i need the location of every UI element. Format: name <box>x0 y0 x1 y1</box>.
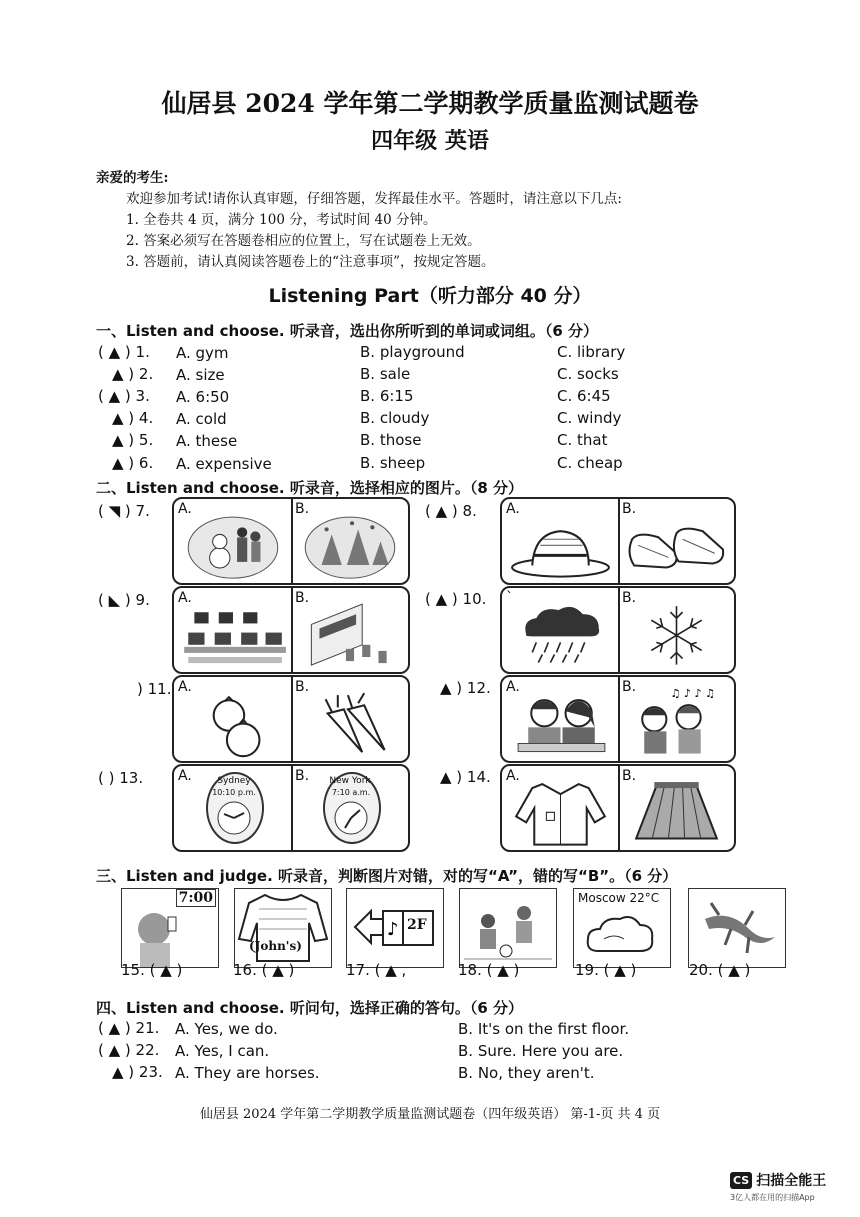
kids-drawing-icon <box>502 687 618 760</box>
part-title: Listening Part（听力部分 40 分） <box>268 285 592 307</box>
hat-icon <box>502 509 618 582</box>
carrots-icon <box>291 687 408 760</box>
option-b: B. It's on the first floor. <box>458 1020 630 1038</box>
judge-picture-text: Moscow 22°C <box>578 891 660 905</box>
judge-label: 19. ( ▲ ) <box>575 961 637 979</box>
notice-line: 3. 答题前，请认真阅读答题卷上的“注意事项”，按规定答题。 <box>126 254 495 270</box>
judge-picture <box>459 888 557 968</box>
picture-option-b <box>618 766 734 850</box>
lizard-icon <box>689 889 785 967</box>
question-mark: ( ▲ ) 1. <box>98 343 150 361</box>
weather-cloud-icon <box>574 889 670 967</box>
option-c: C. 6:45 <box>557 387 611 405</box>
option-a: A. these <box>176 432 238 450</box>
option-c: C. cheap <box>557 454 623 472</box>
clock-time: 7:10 a.m. <box>331 788 371 797</box>
picture-option-b <box>618 499 734 583</box>
option-b: B. playground <box>360 343 465 361</box>
judge-picture <box>346 888 444 968</box>
question-mark: ( ◥ ) 7. <box>98 502 150 520</box>
judge-label: 17. ( ▲ , <box>346 961 407 979</box>
judge-label: 20. ( ▲ ) <box>689 961 751 979</box>
scanner-watermark <box>730 1170 842 1203</box>
notice-greeting: 亲爱的考生: <box>96 170 169 186</box>
picture-choice-box <box>500 764 736 852</box>
question-mark: ( ) 13. <box>98 769 144 787</box>
question-mark: ▲ ) 6. <box>112 454 154 472</box>
clock-face-icon <box>214 800 254 836</box>
picture-option-a <box>502 677 620 761</box>
judge-picture-text: 7:00 <box>176 889 216 907</box>
section1-heading: 一、Listen and choose. 听录音，选出你所听到的单词或词组。（6 分） <box>96 322 598 340</box>
clock-city: New York <box>329 776 371 786</box>
question-mark: ▲ ) 14. <box>440 768 491 786</box>
clock-city: Sydney <box>217 776 251 786</box>
question-mark: ( ▲ ) 10. <box>425 590 487 608</box>
option-b: B. No, they aren't. <box>458 1064 595 1082</box>
question-mark: ▲ ) 23. <box>112 1063 163 1081</box>
question-mark: ▲ ) 4. <box>112 409 154 427</box>
option-b: B. Sure. Here you are. <box>458 1042 624 1060</box>
camscanner-logo-icon: CS <box>730 1172 752 1189</box>
option-b: B. cloudy <box>360 409 430 427</box>
section4-heading: 四、Listen and choose. 听问句，选择正确的答句。（6 分） <box>96 999 523 1017</box>
picture-option-a <box>174 499 293 583</box>
option-b: B. sale <box>360 365 411 383</box>
judge-picture <box>573 888 671 968</box>
section2-heading: 二、Listen and choose. 听录音，选择相应的图片。（8 分） <box>96 479 523 497</box>
option-label: B. <box>622 679 637 695</box>
judge-picture <box>121 888 219 968</box>
sweater-icon <box>235 889 331 967</box>
notice-line: 1. 全卷共 4 页，满分 100 分，考试时间 40 分钟。 <box>126 212 437 228</box>
judge-picture-text: (John's) <box>249 939 302 953</box>
option-label: ` <box>506 590 513 606</box>
svg-text:♪: ♪ <box>387 919 399 940</box>
option-label: B. <box>295 501 310 517</box>
watermark-tagline: 3亿人都在用的扫描App <box>730 1193 815 1202</box>
question-mark: ( ▲ ) 22. <box>98 1041 160 1059</box>
option-a: A. expensive <box>176 455 272 473</box>
svg-text:♫ ♪ ♪ ♫: ♫ ♪ ♪ ♫ <box>670 687 716 701</box>
question-mark: ) 11. <box>137 680 172 698</box>
option-a: A. gym <box>176 344 229 362</box>
judge-picture <box>234 888 332 968</box>
picture-option-b <box>618 677 734 761</box>
picture-option-b <box>291 588 408 672</box>
picture-option-a <box>174 677 293 761</box>
page-footer: 仙居县 2024 学年第二学期教学质量监测试题卷（四年级英语） 第-1-页 共 4 页 <box>199 1107 661 1122</box>
picture-choice-box <box>172 764 410 852</box>
clock-time: 10:10 p.m. <box>212 788 256 797</box>
picture-choice-box <box>500 497 736 585</box>
kids-football-icon <box>460 889 556 967</box>
option-c: C. socks <box>557 365 619 383</box>
snowflake-icon <box>618 598 734 671</box>
question-mark: ▲ ) 5. <box>112 431 154 449</box>
question-mark: ( ◣ ) 9. <box>98 591 150 609</box>
question-mark: ▲ ) 12. <box>440 679 491 697</box>
picture-option-b <box>291 766 408 850</box>
option-label: B. <box>295 768 310 784</box>
question-mark: ( ▲ ) 21. <box>98 1019 160 1037</box>
notice-line: 2. 答案必须写在答题卷相应的位置上，写在试题卷上无效。 <box>126 233 481 249</box>
option-label: A. <box>178 501 192 517</box>
clock-face-icon <box>331 800 371 836</box>
picture-choice-box <box>172 586 410 674</box>
judge-label: 18. ( ▲ ) <box>458 961 520 979</box>
option-label: A. <box>178 590 192 606</box>
option-label: B. <box>622 501 637 517</box>
picture-option-b <box>618 588 734 672</box>
option-a: A. 6:50 <box>176 388 230 406</box>
option-label: A. <box>178 768 192 784</box>
option-c: C. library <box>557 343 626 361</box>
shirt-icon <box>502 776 618 849</box>
exam-subtitle: 四年级 英语 <box>371 128 489 154</box>
shoes-icon <box>618 509 734 582</box>
music-room-sign-icon <box>347 889 443 967</box>
picture-option-a <box>502 766 620 850</box>
computer-room-icon <box>174 598 291 671</box>
judge-label: 16. ( ▲ ) <box>233 961 295 979</box>
tomatoes-icon <box>174 687 291 760</box>
option-label: A. <box>506 768 520 784</box>
option-label: B. <box>295 679 310 695</box>
judge-picture <box>688 888 786 968</box>
picture-option-a <box>174 766 293 850</box>
classroom-icon <box>291 598 408 671</box>
option-label: B. <box>295 590 310 606</box>
clock-sydney-icon <box>174 776 291 848</box>
question-mark: ( ▲ ) 8. <box>425 502 477 520</box>
option-b: B. 6:15 <box>360 387 414 405</box>
picture-choice-box <box>500 586 736 674</box>
option-label: A. <box>506 501 520 517</box>
clock-newyork-icon <box>291 776 408 848</box>
skirt-icon <box>618 776 734 849</box>
judge-label: 15. ( ▲ ) <box>121 961 183 979</box>
option-a: A. Yes, we do. <box>175 1020 278 1038</box>
picture-choice-box <box>172 675 410 763</box>
option-a: A. Yes, I can. <box>175 1042 270 1060</box>
notice-line: 欢迎参加考试!请你认真审题，仔细答题，发挥最佳水平。答题时，请注意以下几点: <box>126 191 622 207</box>
picture-choice-box <box>500 675 736 763</box>
picture-option-a <box>502 588 620 672</box>
rain-cloud-icon <box>502 598 618 671</box>
option-a: A. cold <box>176 410 227 428</box>
question-mark: ( ▲ ) 3. <box>98 387 150 405</box>
section3-heading: 三、Listen and judge. 听录音，判断图片对错，对的写“A”，错的写“B”。（6 分） <box>96 867 678 885</box>
exam-title: 仙居县 2024 学年第二学期教学质量监测试题卷 <box>161 89 699 118</box>
picture-option-b <box>291 499 408 583</box>
option-label: B. <box>622 590 637 606</box>
option-label: B. <box>622 768 637 784</box>
picture-option-b <box>291 677 408 761</box>
question-mark: ▲ ) 2. <box>112 365 154 383</box>
option-c: C. that <box>557 431 608 449</box>
watermark-name: 扫描全能王 <box>756 1173 827 1189</box>
snowy-trees-icon <box>291 509 408 582</box>
option-a: A. size <box>176 366 225 384</box>
picture-option-a <box>502 499 620 583</box>
option-label: A. <box>506 679 520 695</box>
option-b: B. those <box>360 431 422 449</box>
picture-option-a <box>174 588 293 672</box>
option-label: A. <box>178 679 192 695</box>
option-a: A. They are horses. <box>175 1064 320 1082</box>
kids-singing-icon <box>618 687 734 760</box>
snowman-kids-icon <box>174 509 291 582</box>
option-c: C. windy <box>557 409 622 427</box>
option-b: B. sheep <box>360 454 426 472</box>
judge-picture-text: 2F <box>407 917 427 933</box>
picture-choice-box <box>172 497 410 585</box>
